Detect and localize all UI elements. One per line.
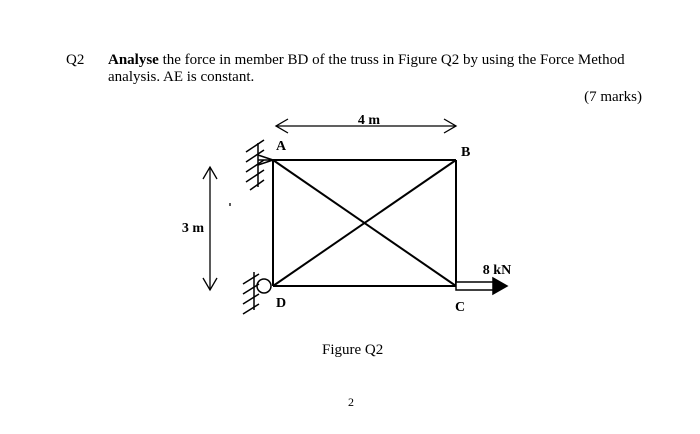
node-label-c: C (455, 300, 466, 315)
pin-support-a (246, 140, 273, 190)
dimension-height-label: 3 m (181, 221, 205, 236)
question-body: the force in member BD of the truss in Figure Q2 by using the Force Method analysis. AE is constant. (108, 52, 625, 85)
node-label-a: A (276, 139, 287, 154)
roller-support-d (243, 272, 271, 314)
node-label-d: D (276, 296, 287, 311)
dimension-width-label: 4 m (357, 113, 381, 128)
question-number: Q2 (66, 52, 85, 68)
truss-members (273, 160, 456, 286)
dimension-height (203, 167, 230, 290)
page-number: 2 (348, 395, 354, 409)
load-arrow (456, 278, 507, 294)
node-label-b: B (461, 145, 471, 160)
question-lead-word: Analyse (108, 52, 159, 68)
figure-caption: Figure Q2 (322, 342, 384, 358)
load-label: 8 kN (482, 263, 512, 278)
question-marks: (7 marks) (584, 89, 642, 105)
